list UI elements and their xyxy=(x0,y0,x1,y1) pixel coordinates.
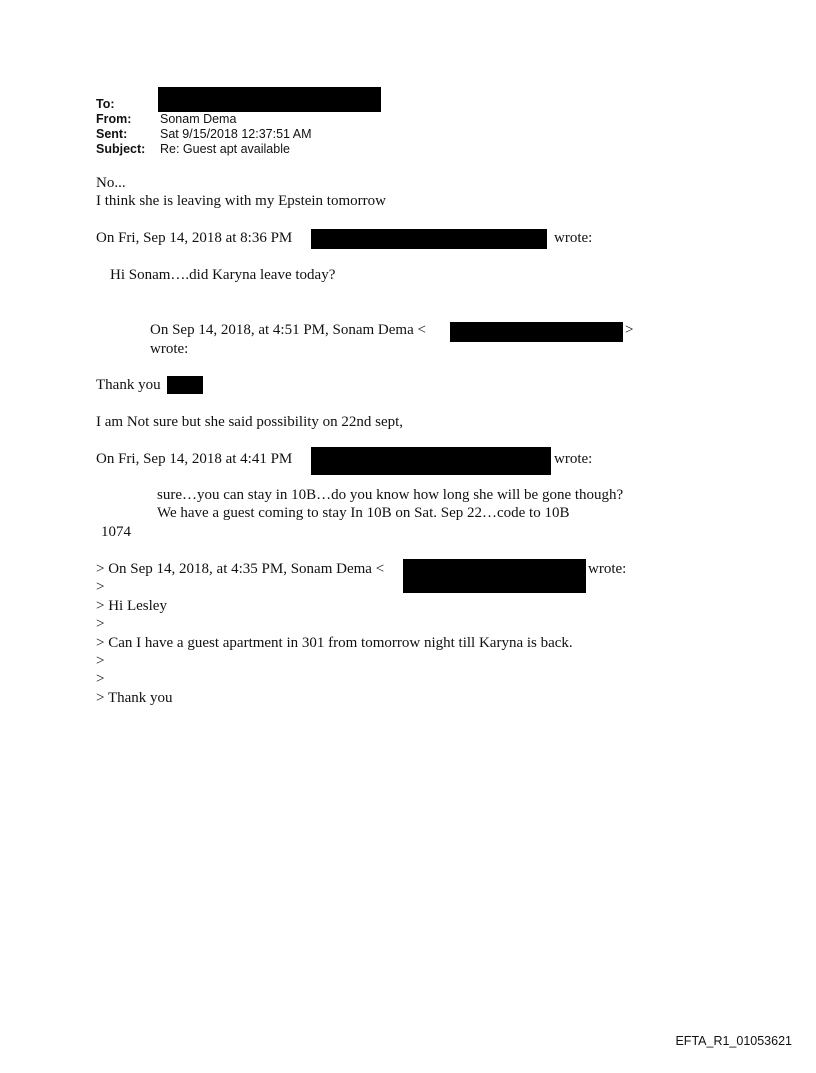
quote3-line-3: 1074 xyxy=(101,524,131,540)
quote4-line: > Can I have a guest apartment in 301 from tomorrow night till Karyna is back. xyxy=(96,635,573,651)
subject-label: Subject: xyxy=(96,142,146,156)
from-value: Sonam Dema xyxy=(160,112,237,126)
document-id: EFTA_R1_01053621 xyxy=(675,1034,792,1048)
quote1-text: Hi Sonam….did Karyna leave today? xyxy=(110,267,336,283)
reply-line-2: I think she is leaving with my Epstein tomorrow xyxy=(96,193,386,209)
subject-value: Re: Guest apt available xyxy=(160,142,290,156)
quote3-intro: On Fri, Sep 14, 2018 at 4:41 PM xyxy=(96,451,293,467)
sent-value: Sat 9/15/2018 12:37:51 AM xyxy=(160,127,312,141)
redaction-quote2-email xyxy=(450,322,623,342)
quote4-line: > xyxy=(96,671,105,687)
reply-line-1: No... xyxy=(96,175,126,191)
quote4-intro: > On Sep 14, 2018, at 4:35 PM, Sonam Dema < xyxy=(96,561,385,577)
redaction-quote4-email xyxy=(403,559,586,593)
quote1-wrote: wrote: xyxy=(554,230,593,246)
quote4-line: > Thank you xyxy=(96,690,173,706)
sent-label: Sent: xyxy=(96,127,128,141)
redaction-quote3-sender xyxy=(311,447,551,475)
quote4-line: > xyxy=(96,653,105,669)
quote4-line: > Hi Lesley xyxy=(96,598,167,614)
quote3-wrote: wrote: xyxy=(554,451,593,467)
thanks-line: Thank you xyxy=(96,377,161,393)
quote4-line: > xyxy=(96,579,105,595)
quote1-intro: On Fri, Sep 14, 2018 at 8:36 PM xyxy=(96,230,293,246)
quote2-wrote: wrote: xyxy=(150,341,189,357)
quote4-wrote: wrote: xyxy=(588,561,627,577)
redaction-thanks-name xyxy=(167,376,203,394)
quote3-line-2: We have a guest coming to stay In 10B on Sat. Sep 22…code to 10B xyxy=(157,505,570,521)
quote2-intro: On Sep 14, 2018, at 4:51 PM, Sonam Dema < xyxy=(150,322,426,338)
quote4-line: > xyxy=(96,616,105,632)
to-label: To: xyxy=(96,97,115,111)
redaction-quote1-sender xyxy=(311,229,547,249)
not-sure-line: I am Not sure but she said possibility on 22nd sept, xyxy=(96,414,404,430)
quote3-line-1: sure…you can stay in 10B…do you know how long she will be gone though? xyxy=(157,487,624,503)
from-label: From: xyxy=(96,112,132,126)
redaction-to xyxy=(158,87,381,112)
quote2-trail: > xyxy=(625,322,634,338)
